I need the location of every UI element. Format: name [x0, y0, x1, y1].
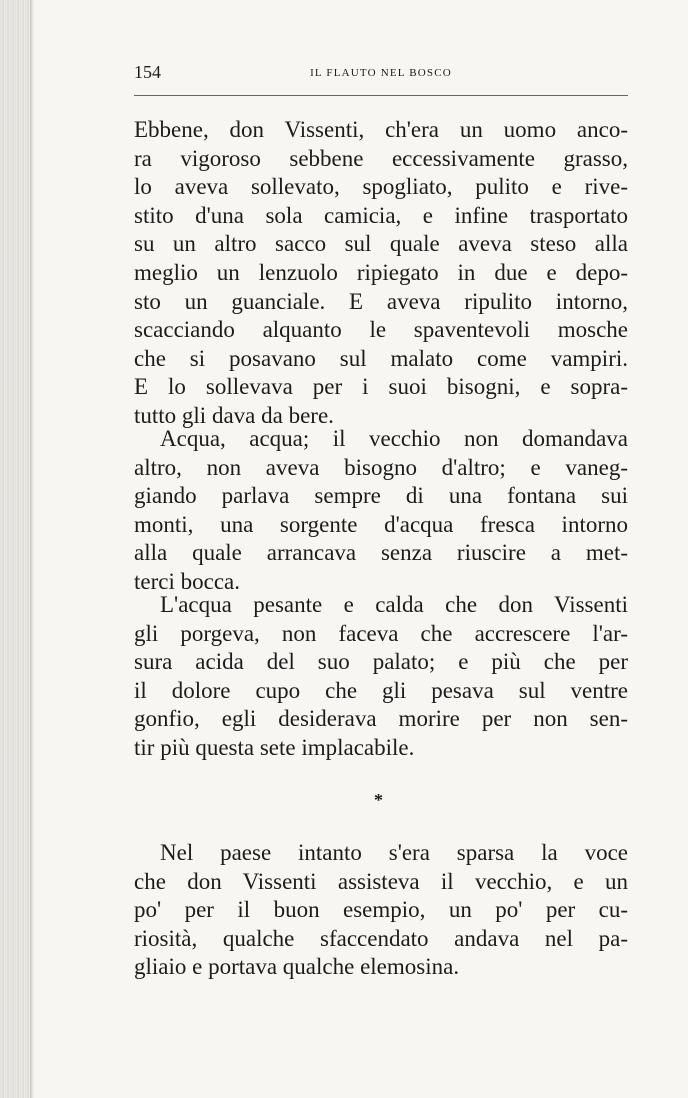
gutter-shadow [30, 0, 34, 1098]
text-line: giando parlava sempre di una fontana sui [134, 483, 628, 509]
page-number: 154 [134, 62, 161, 82]
section-break-asterisk: * [374, 790, 383, 810]
header-rule [134, 95, 628, 96]
text-line: Acqua, acqua; il vecchio non domandava [160, 426, 628, 451]
book-gutter [0, 0, 30, 1098]
text-line: lo aveva sollevato, spogliato, pulito e rive- [134, 174, 628, 200]
text-line: gliaio e portava qualche elemosina. [134, 954, 460, 980]
text-line: tutto gli dava da bere. [134, 402, 334, 428]
text-line: su un altro sacco sul quale aveva steso alla [134, 231, 628, 257]
paragraph-1 [134, 116, 628, 431]
text-line: riosità, qualche sfaccendato andava nel pa- [134, 925, 628, 951]
paragraph-4 [134, 839, 628, 982]
text-line: che don Vissenti assisteva il vecchio, e un [134, 868, 628, 894]
text-line: monti, una sorgente d'acqua fresca intorno [134, 511, 628, 537]
text-line: il dolore cupo che gli pesava sul ventre [134, 677, 628, 703]
text-line: stito d'una sola camicia, e infine trasportato [134, 202, 628, 228]
text-line: gonfio, egli desiderava morire per non sen- [134, 706, 628, 732]
text-line: sura acida del suo palato; e più che per [134, 649, 628, 675]
text-line: po' per il buon esempio, un po' per cu- [134, 897, 628, 923]
text-line: altro, non aveva bisogno d'altro; e vaneg- [134, 454, 628, 480]
text-line: meglio un lenzuolo ripiegato in due e depo- [134, 259, 628, 285]
page-header [134, 58, 628, 88]
text-line: gli porgeva, non faceva che accrescere l'ar- [134, 620, 628, 646]
running-title: IL FLAUTO NEL BOSCO [310, 67, 452, 79]
text-line: tir più questa sete implacabile. [134, 734, 415, 760]
text-line: E lo sollevava per i suoi bisogni, e sopra- [134, 374, 628, 400]
text-line: scacciando alquanto le spaventevoli mosche [134, 317, 628, 343]
text-line: Ebbene, don Vissenti, ch'era un uomo anco- [134, 117, 628, 142]
paragraph-3 [134, 591, 628, 763]
text-line: sto un guanciale. E aveva ripulito intorno, [134, 288, 628, 314]
text-line: alla quale arrancava senza riuscire a met- [134, 540, 628, 566]
text-line: terci bocca. [134, 568, 240, 594]
text-line: che si posavano sul malato come vampiri. [134, 345, 628, 371]
text-line: ra vigoroso sebbene eccessivamente grasso, [134, 145, 628, 171]
text-line: Nel paese intanto s'era sparsa la voce [160, 840, 628, 865]
paragraph-2 [134, 425, 628, 597]
text-line: L'acqua pesante e calda che don Vissenti [160, 592, 628, 617]
